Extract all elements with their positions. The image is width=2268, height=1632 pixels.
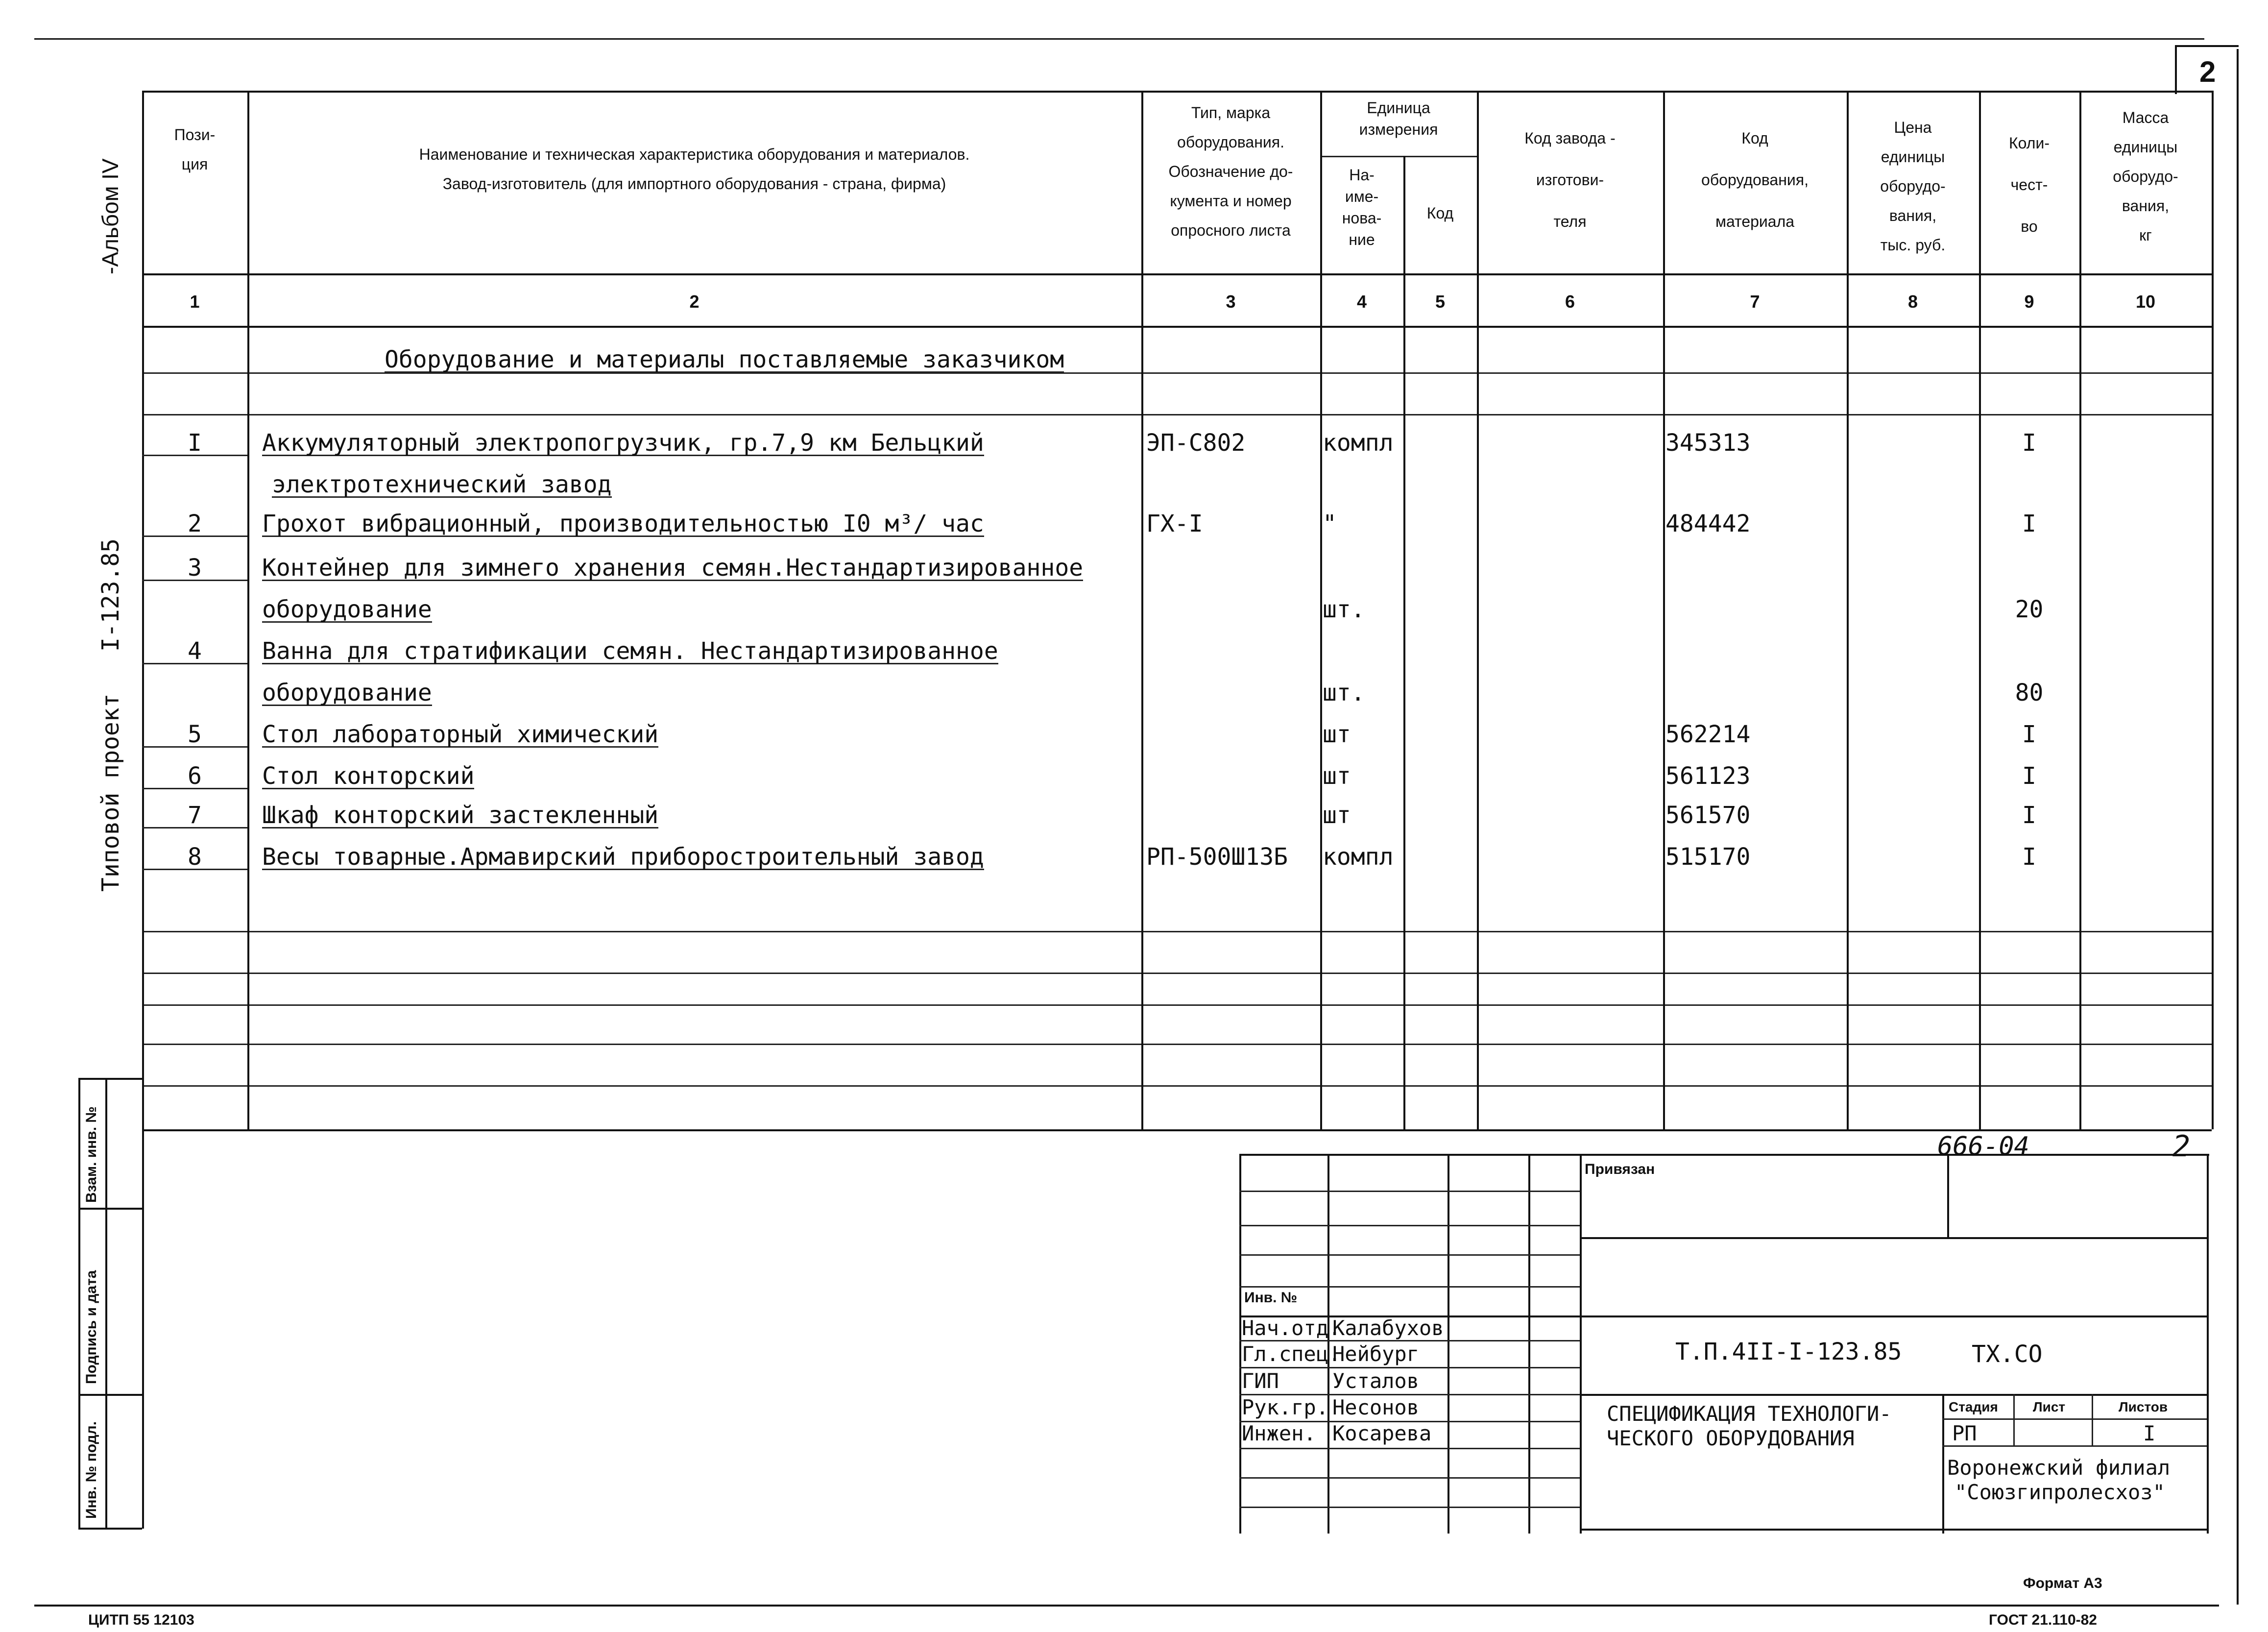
row-position: 4 [142, 639, 247, 664]
sheets-label: Листов [2119, 1399, 2168, 1414]
table-top [142, 91, 2212, 93]
org-line-2: "Союзгипролесхоз" [1954, 1480, 2165, 1504]
hdr-col6: Код завода - изготови- теля [1524, 129, 1616, 230]
row-unit: шт [1323, 721, 1351, 748]
row-name: Аккумуляторный электропогрузчик, гр.7,9 км Бельцкий [262, 429, 984, 457]
row-position: 8 [142, 845, 247, 870]
colnum-7: 7 [1750, 292, 1760, 312]
stamp-row-5 [1239, 1340, 1580, 1341]
handwritten-sheet-no: 2 [2172, 1129, 2191, 1164]
stamp-stage-div1 [2013, 1394, 2015, 1445]
sheet-label: Лист [2033, 1399, 2066, 1414]
grid-row-2 [142, 414, 2212, 415]
row-position: 3 [142, 556, 247, 581]
typical-project-label: Типовой проект [97, 693, 124, 892]
row-quantity: I [2022, 721, 2036, 748]
row-code: 345313 [1665, 429, 1751, 457]
row-code: 562214 [1665, 721, 1751, 748]
sheet-box-top [2175, 45, 2239, 47]
privyazan-label: Привязан [1585, 1161, 1655, 1177]
col-line-6 [1663, 91, 1665, 1129]
row-quantity: I [2022, 762, 2036, 790]
row-position: I [142, 431, 247, 456]
stamp-row-1 [1239, 1191, 1580, 1192]
unit-subheader-line [1320, 156, 1477, 157]
stamp-privyazan-bottom [1580, 1237, 2207, 1239]
side-stamp-div2 [78, 1394, 142, 1396]
stamp-stage-div2 [2092, 1394, 2093, 1445]
stamp-person-name: Калабухов [1332, 1316, 1444, 1340]
hdr-col5: Код [1426, 204, 1454, 222]
stamp-row-9 [1239, 1448, 1580, 1449]
doc-code: Т.П.4II-I-123.85 [1675, 1338, 1902, 1365]
row-position: 6 [142, 764, 247, 789]
hdr-col1: Пози- ция [174, 126, 216, 173]
colnum-2: 2 [689, 292, 700, 312]
row-name: Весы товарные.Армавирский приборостроительный завод [262, 843, 984, 871]
row-unit: шт. [1323, 679, 1365, 706]
stamp-bottom [1580, 1529, 2207, 1531]
colnum-6: 6 [1565, 292, 1575, 312]
stamp-row-10 [1239, 1477, 1580, 1479]
stamp-left [1239, 1154, 1241, 1534]
stamp-row-4 [1239, 1286, 1580, 1288]
stamp-row-11 [1239, 1507, 1580, 1508]
doc-title-2: ЧЕСКОГО ОБОРУДОВАНИЯ [1607, 1426, 1855, 1450]
stamp-role: Инжен. [1242, 1421, 1316, 1445]
side-stamp-mid [105, 1078, 107, 1529]
stamp-role: ГИП [1242, 1369, 1279, 1393]
row-unit: " [1323, 510, 1337, 537]
row-unit: шт [1323, 802, 1351, 829]
row-position: 7 [142, 804, 247, 828]
row-code: 484442 [1665, 510, 1751, 537]
stamp-title-top [1580, 1394, 2207, 1396]
stamp-stage-left [1942, 1394, 1944, 1534]
side-sign-date: Подпись и дата [83, 1270, 99, 1384]
hdr-col2: Наименование и техническая характеристика оборудования и материалов. Завод-изготовитель (для импортного оборудования - страна, фирма) [419, 146, 970, 193]
inv-no-label: Инв. № [1244, 1290, 1298, 1306]
section-title: Оборудование и материалы поставляемые заказчиком [385, 346, 1064, 373]
stamp-right [2207, 1154, 2209, 1534]
footer-left: ЦИТП 55 12103 [88, 1612, 194, 1628]
row-name: Стол конторский [262, 762, 475, 790]
row-position: 2 [142, 512, 247, 537]
colnum-3: 3 [1226, 292, 1236, 312]
col-line-5 [1477, 91, 1479, 1129]
stamp-v2 [1448, 1154, 1449, 1534]
sheet-number: 2 [2199, 55, 2216, 88]
hdr-col9: Коли- чест- во [2009, 134, 2050, 235]
handwritten-doc-no: 666-04 [1937, 1132, 2029, 1161]
colnum-10: 10 [2135, 292, 2156, 312]
side-stamp-div1 [78, 1208, 142, 1210]
row-name: Шкаф конторский застекленный [262, 802, 659, 829]
row-unit: компл [1323, 843, 1394, 871]
album-label: -Альбом IV [97, 158, 123, 274]
row-code: 515170 [1665, 843, 1751, 871]
stamp-row-2 [1239, 1225, 1580, 1226]
colnum-4: 4 [1356, 292, 1367, 312]
stamp-top [1239, 1154, 2209, 1156]
row-name: оборудование [262, 679, 432, 706]
row-quantity: I [2022, 510, 2036, 537]
hdr-col4: На- име- нова- ние [1342, 166, 1382, 248]
row-position: 5 [142, 723, 247, 748]
row-name: Ванна для стратификации семян. Нестандартизированное [262, 637, 998, 665]
outer-frame-right [2237, 49, 2239, 1605]
side-vzam-inv: Взам. инв. № [83, 1106, 99, 1203]
stage-label: Стадия [1949, 1399, 1998, 1414]
row-name: Стол лабораторный химический [262, 721, 659, 748]
side-inv-no: Инв. № подл. [83, 1421, 99, 1519]
grid-row-5 [142, 1004, 2212, 1006]
stamp-v5 [1947, 1154, 1949, 1237]
stamp-person-name: Несонов [1332, 1395, 1420, 1419]
stamp-stage-line [1942, 1418, 2207, 1420]
colnum-8: 8 [1907, 292, 1918, 312]
row-unit: шт [1323, 762, 1351, 790]
col-line-10 [2212, 91, 2214, 1129]
stamp-row-6 [1239, 1367, 1580, 1368]
row-quantity: 80 [2015, 679, 2044, 706]
stamp-role: Нач.отд. [1242, 1316, 1341, 1340]
footer-right: ГОСТ 21.110-82 [1989, 1612, 2097, 1628]
row-name: Контейнер для зимнего хранения семян.Нестандартизированное [262, 554, 1084, 582]
stamp-person-name: Косарева [1332, 1421, 1432, 1445]
row-type: ГХ-I [1146, 510, 1203, 537]
project-code-label: I-123.85 [97, 538, 124, 652]
row-quantity: I [2022, 429, 2036, 457]
row-name: электротехнический завод [272, 471, 612, 498]
grid-row-7 [142, 1085, 2212, 1087]
side-stamp-left [78, 1078, 80, 1529]
doc-mark: ТХ.СО [1972, 1340, 2043, 1368]
hdr-unit-group: Единица измерения [1359, 99, 1438, 138]
row-type: РП-500Ш13Б [1146, 843, 1288, 871]
row-quantity: I [2022, 802, 2036, 829]
row-unit: компл [1323, 429, 1394, 457]
format-label: Формат А3 [2023, 1575, 2102, 1591]
grid-row-4 [142, 973, 2212, 974]
sheets-value: I [2143, 1421, 2156, 1445]
row-type: ЭП-С802 [1146, 429, 1246, 457]
row-quantity: 20 [2015, 596, 2044, 623]
col-line-2 [1141, 91, 1143, 1129]
col-line-1 [247, 91, 249, 1129]
stamp-role: Рук.гр. [1242, 1395, 1329, 1419]
hdr-col7: Код оборудования, материала [1701, 129, 1809, 230]
hdr-col3: Тип, марка оборудования. Обозначение до- кумента и номер опросного листа [1168, 104, 1293, 239]
colnum-5: 5 [1435, 292, 1446, 312]
row-quantity: I [2022, 843, 2036, 871]
stamp-role: Гл.спец. [1242, 1342, 1341, 1366]
table-numbers-bottom [142, 326, 2212, 328]
row-name: Грохот вибрационный, производительностью I0 м³/ час [262, 510, 984, 537]
org-line-1: Воронежский филиал [1947, 1456, 2171, 1480]
colnum-1: 1 [190, 292, 200, 312]
hdr-col8: Цена единицы оборудо- вания, тыс. руб. [1880, 119, 1946, 254]
side-stamp-bottom [78, 1528, 142, 1530]
stamp-v3 [1528, 1154, 1530, 1534]
row-unit: шт. [1323, 596, 1365, 623]
stamp-row-3 [1239, 1254, 1580, 1256]
outer-frame-top [34, 38, 2204, 40]
side-stamp-right [142, 1078, 144, 1529]
stage-value: РП [1952, 1421, 1977, 1445]
table-header-bottom [142, 273, 2212, 275]
stamp-person-name: Нейбург [1332, 1342, 1420, 1366]
grid-row-6 [142, 1044, 2212, 1045]
side-stamp-top [78, 1078, 142, 1080]
hdr-col10: Масса единицы оборудо- вания, кг [2113, 109, 2178, 244]
colnum-9: 9 [2024, 292, 2034, 312]
col-line-0 [142, 91, 144, 1129]
stamp-stage-line2 [1942, 1445, 2207, 1447]
row-code: 561123 [1665, 762, 1751, 790]
outer-frame-bottom [34, 1605, 2219, 1607]
doc-title-1: СПЕЦИФИКАЦИЯ ТЕХНОЛОГИ- [1607, 1402, 1892, 1426]
sheet-box-left [2175, 45, 2177, 94]
table-bottom [142, 1129, 2212, 1131]
row-name: оборудование [262, 596, 432, 623]
stamp-v4 [1580, 1154, 1582, 1534]
grid-row-3 [142, 931, 2212, 932]
stamp-person-name: Усталов [1332, 1369, 1420, 1393]
row-code: 561570 [1665, 802, 1751, 829]
